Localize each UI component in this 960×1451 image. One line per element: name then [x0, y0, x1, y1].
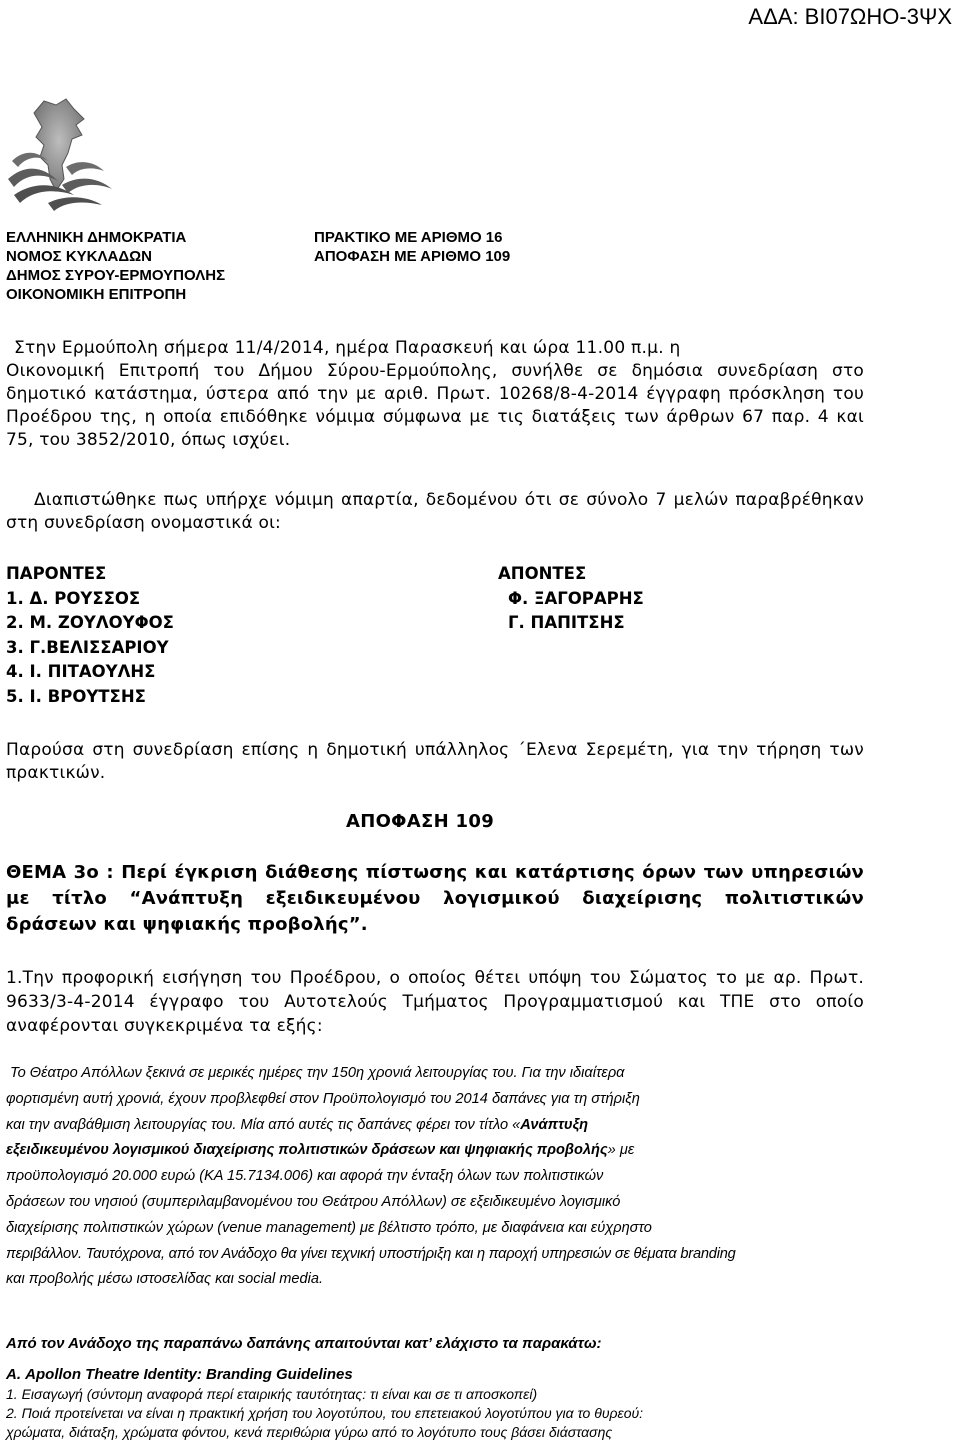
contractor-requirements: Από τον Ανάδοχο της παραπάνω δαπάνης απαιτούνται κατ’ ελάχιστο τα παρακάτω: — [6, 1335, 602, 1352]
present-member: 5. Ι. ΒΡΟΥΤΣΗΣ — [6, 686, 146, 706]
proposal-paragraph: 1.Την προφορική εισήγηση του Προέδρου, ο οποίος θέτει υπόψη του Σώματος το με αρ. Πρωτ. 9633/3-4-2014 έγγραφο του Αυτοτελούς Τμήματος Προγραμματισμού και ΤΠΕ στο οποίο αναφέρονται συγκεκριμένα τα εξής: — [6, 968, 864, 1036]
present-member: 4. Ι. ΠΙΤΑΟΥΛΗΣ — [6, 662, 156, 681]
intro-body: Οικονομική Επιτροπή του Δήμου Σύρου-Ερμούπολης, συνήλθε σε δημόσια συνεδρίαση στο δημοτικό κατάστημα, ύστερα από την με αριθ. Πρωτ. 10268/8-4-2014 έγγραφη πρόσκληση του Προέδρου της, η οποία επιδόθηκε νόμιμα σύμφωνα με τις διατάξεις των άρθρων 67 παρ. 4 και 75, του 3852/2010, όπως ισχύει. — [6, 361, 864, 450]
quote-text: και την αναβάθμιση λειτουργίας του. Μία από αυτές τις δαπάνες φέρει τον τίτλο « — [6, 1116, 521, 1133]
topic-heading: ΘΕΜΑ 3ο : Περί έγκριση διάθεσης πίστωσης και κατάρτισης όρων των υπηρεσιών με τίτλο “Ανάπτυξη εξειδικευμένου λογισμικού διαχείρισης πολιτιστικών δράσεων και ψηφιακής προβολής”. — [6, 862, 864, 935]
ada-stamp: ΑΔΑ: ΒΙ07ΩΗΟ-3ΨΧ — [748, 4, 952, 29]
header-line: ΔΗΜΟΣ ΣΥΡΟΥ-ΕΡΜΟΥΠΟΛΗΣ — [6, 267, 226, 284]
present-member: 3. Γ.ΒΕΛΙΣΣΑΡΙΟΥ — [6, 637, 169, 657]
guidelines-title: Α. Apollon Theatre Identity: Branding Guidelines — [6, 1366, 353, 1383]
absent-list — [498, 562, 644, 636]
quote-line: διαχείρισης πολιτιστικών χώρων (venue management) με βέλτιστο τρόπο, με διαφάνεια και εύχρηστο — [6, 1219, 652, 1236]
intro-first-line: Στην Ερμούπολη σήμερα 11/4/2014, ημέρα Παρασκευή και ώρα 11.00 π.μ. η — [14, 338, 681, 358]
header-line: ΝΟΜΟΣ ΚΥΚΛΑΔΩΝ — [6, 248, 152, 265]
quote-line: προϋπολογισμό 20.000 ευρώ (ΚΑ 15.7134.006) και αφορά την ένταξη όλων των πολιτιστικών — [6, 1168, 604, 1185]
header-line: ΟΙΚΟΝΟΜΙΚΗ ΕΠΙΤΡΟΠΗ — [6, 286, 187, 303]
intro-paragraph — [6, 337, 864, 452]
quote-line — [6, 1138, 896, 1164]
minutes-number: ΠΡΑΚΤΙΚΟ ΜΕ ΑΡΙΘΜΟ 16 — [314, 229, 503, 246]
quote-line: και προβολής μέσω ιστοσελίδας και social media. — [6, 1271, 324, 1288]
guideline-item: 2. Ποιά προτείνεται να είναι η πρακτική χρήση του λογοτύπου, του επετειακού λογοτύπου για το θυρεού: — [6, 1405, 644, 1421]
quote-line: περιβάλλον. Ταυτόχρονα, από τον Ανάδοχο θα γίνει τεχνική υποστήριξη και η παροχή υπηρεσιών σε θέματα branding — [6, 1245, 736, 1262]
present-member: 1. Δ. ΡΟΥΣΣΟΣ — [6, 588, 141, 608]
present-title: ΠΑΡΟΝΤΕΣ — [6, 564, 107, 583]
guidelines-section — [6, 1364, 906, 1442]
quote-line: δράσεων του νησιού (συμπεριλαμβανομένου του Θεάτρου Απόλλων) σε εξειδικευμένο λογισμικό — [6, 1193, 621, 1210]
guideline-item: χρώματα, διάταξη, χρώματα φόντου, κενά περιθώρια γύρω από το λογότυπο τους βάσει διάστασης — [6, 1424, 613, 1440]
quote-line: Το Θέατρο Απόλλων ξεκινά σε μερικές ημέρες την 150η χρονιά λειτουργίας του. Για την ιδιαίτερα — [10, 1065, 625, 1081]
secretary-paragraph: Παρούσα στη συνεδρίαση επίσης η δημοτική υπάλληλος ΄Ελενα Σερεμέτη, για την τήρηση των πρακτικών. — [6, 740, 864, 783]
absent-title: ΑΠΟΝΤΕΣ — [498, 564, 587, 583]
present-list — [6, 562, 174, 709]
municipality-logo — [4, 95, 116, 217]
quote-bold-title: Ανάπτυξη — [520, 1116, 589, 1133]
quoted-document — [6, 1061, 896, 1293]
quote-line: φορτισμένη αυτή χρονιά, έχουν προβλεφθεί στον Προϋπολογισμό του 2014 δαπάνες για τη στήριξη — [6, 1090, 640, 1107]
present-member: 2. Μ. ΖΟΥΛΟΥΦΟΣ — [6, 613, 174, 632]
header-left — [6, 228, 225, 304]
decision-number: ΑΠΟΦΑΣΗ ΜΕ ΑΡΙΘΜΟ 109 — [314, 248, 511, 265]
quote-bold-title: εξειδικευμένου λογισμικού διαχείρισης πολιτιστικών δράσεων και ψηφιακής προβολής — [6, 1142, 608, 1159]
guideline-item: 1. Εισαγωγή (σύντομη αναφορά περί εταιρικής ταυτότητας: τι είναι και σε τι αποσκοπεί) — [6, 1386, 538, 1402]
header-right — [314, 228, 510, 266]
quote-text: » με — [607, 1142, 635, 1159]
header-line: ΕΛΛΗΝΙΚΗ ΔΗΜΟΚΡΑΤΙΑ — [6, 229, 187, 246]
decision-title: ΑΠΟΦΑΣΗ 109 — [345, 811, 495, 832]
quote-line — [6, 1113, 896, 1139]
absent-member: Γ. ΠΑΠΙΤΣΗΣ — [508, 613, 625, 632]
quorum-paragraph: Διαπιστώθηκε πως υπήρχε νόμιμη απαρτία, δεδομένου ότι σε σύνολο 7 μελών παραβρέθηκαν στη συνεδρίαση ονομαστικά οι: — [6, 490, 864, 533]
absent-member: Φ. ΞΑΓΟΡΑΡΗΣ — [508, 588, 644, 608]
